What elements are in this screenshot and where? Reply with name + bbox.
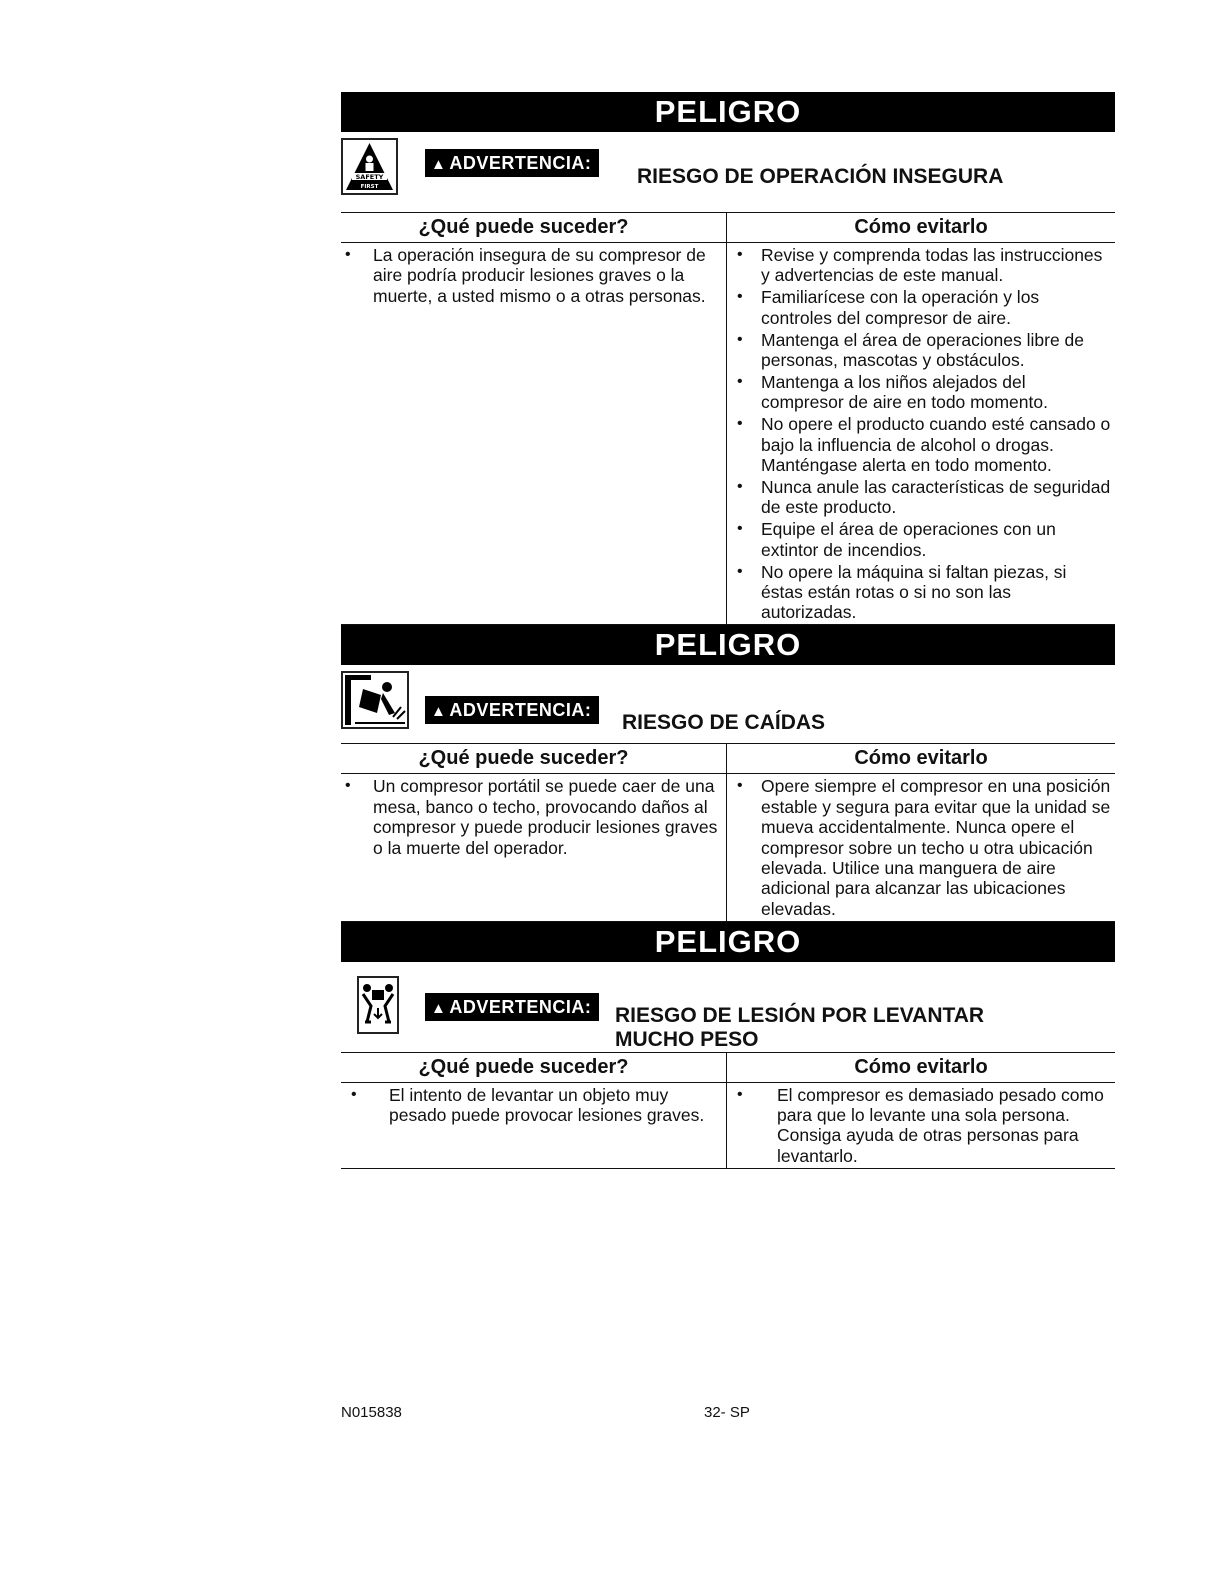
what-can-happen-column — [341, 1053, 727, 1168]
list-item: • Revise y comprenda todas las instrucciones y advertencias de este manual. — [727, 245, 1115, 286]
what-can-happen-list — [341, 243, 726, 306]
how-to-avoid-list — [727, 774, 1115, 919]
hazard-section-heavy-lifting — [341, 922, 1115, 1169]
danger-banner: PELIGRO — [341, 922, 1115, 962]
svg-text:SAFETY: SAFETY — [355, 173, 384, 181]
what-can-happen-column — [341, 744, 727, 920]
list-item: • Mantenga a los niños alejados del compresor de aire en todo momento. — [727, 372, 1115, 413]
hazard-section-unsafe-operation — [341, 92, 1115, 625]
warning-triangle-icon: ▲ — [431, 156, 447, 173]
what-can-happen-list — [341, 774, 726, 858]
how-to-avoid-list — [727, 1083, 1115, 1167]
warning-label: ▲ ADVERTENCIA: — [425, 149, 599, 177]
list-item: • Un compresor portátil se puede caer de una mesa, banco o techo, provocando daños al compresor y puede producir lesiones graves o la muerte del operador. — [341, 776, 726, 858]
what-can-happen-column — [341, 213, 727, 624]
what-can-happen-header: ¿Qué puede suceder? — [341, 1053, 726, 1083]
hazard-table — [341, 212, 1115, 625]
what-can-happen-list — [341, 1083, 726, 1126]
hazard-title: RIESGO DE OPERACIÓN INSEGURA — [637, 165, 1004, 188]
falling-object-icon — [341, 671, 409, 729]
svg-text:FIRST: FIRST — [360, 184, 379, 190]
list-item: • El intento de levantar un objeto muy pesado puede provocar lesiones graves. — [341, 1085, 726, 1126]
list-item: • No opere la máquina si faltan piezas, si éstas están rotas o si no son las autorizadas. — [727, 562, 1115, 623]
hazard-sections — [341, 92, 1115, 1169]
team-lift-icon — [357, 976, 399, 1034]
warning-label: ▲ ADVERTENCIA: — [425, 993, 599, 1021]
danger-banner: PELIGRO — [341, 625, 1115, 665]
list-item: • La operación insegura de su compresor de aire podría producir lesiones graves o la muerte, a usted mismo o a otras personas. — [341, 245, 726, 306]
document-code: N015838 — [341, 1404, 402, 1421]
hazard-header — [341, 665, 1115, 743]
list-item: • El compresor es demasiado pesado como para que lo levante una sola persona. Consiga ayuda de otras personas para levantarlo. — [727, 1085, 1115, 1167]
warning-triangle-icon: ▲ — [431, 703, 447, 721]
how-to-avoid-column — [727, 1053, 1115, 1168]
how-to-avoid-header: Cómo evitarlo — [727, 213, 1115, 243]
how-to-avoid-header: Cómo evitarlo — [727, 744, 1115, 774]
list-item: • Mantenga el área de operaciones libre de personas, mascotas y obstáculos. — [727, 330, 1115, 371]
list-item: • Equipe el área de operaciones con un extintor de incendios. — [727, 519, 1115, 560]
page-number: 32- SP — [704, 1404, 750, 1421]
hazard-title: RIESGO DE CAÍDAS — [622, 711, 826, 735]
how-to-avoid-header: Cómo evitarlo — [727, 1053, 1115, 1083]
warning-label: ▲ ADVERTENCIA: — [425, 696, 599, 724]
hazard-title — [615, 1004, 984, 1052]
list-item: • Nunca anule las características de seguridad de este producto. — [727, 477, 1115, 518]
list-item: • No opere el producto cuando esté cansado o bajo la influencia de alcohol o drogas. Manténgase alerta en todo momento. — [727, 414, 1115, 475]
hazard-table — [341, 1052, 1115, 1169]
safety-first-icon — [341, 138, 398, 195]
hazard-section-falling — [341, 625, 1115, 921]
hazard-header — [341, 132, 1115, 212]
hazard-header — [341, 962, 1115, 1052]
how-to-avoid-list — [727, 243, 1115, 623]
how-to-avoid-column — [727, 213, 1115, 624]
hazard-title-line: RIESGO DE LESIÓN POR LEVANTAR — [615, 1003, 985, 1027]
warning-triangle-icon: ▲ — [431, 999, 447, 1017]
list-item: • Opere siempre el compresor en una posición estable y segura para evitar que la unidad se mueva accidentalmente. Nunca opere el compresor sobre un techo u otra ubicación elevada. Utilice una manguera de aire adicional para alcanzar las ubicaciones elevadas. — [727, 776, 1115, 919]
how-to-avoid-column — [727, 744, 1115, 920]
hazard-title-line: MUCHO PESO — [615, 1027, 759, 1051]
what-can-happen-header: ¿Qué puede suceder? — [341, 744, 726, 774]
danger-banner: PELIGRO — [341, 92, 1115, 132]
list-item: • Familiarícese con la operación y los controles del compresor de aire. — [727, 287, 1115, 328]
hazard-table — [341, 743, 1115, 921]
what-can-happen-header: ¿Qué puede suceder? — [341, 213, 726, 243]
